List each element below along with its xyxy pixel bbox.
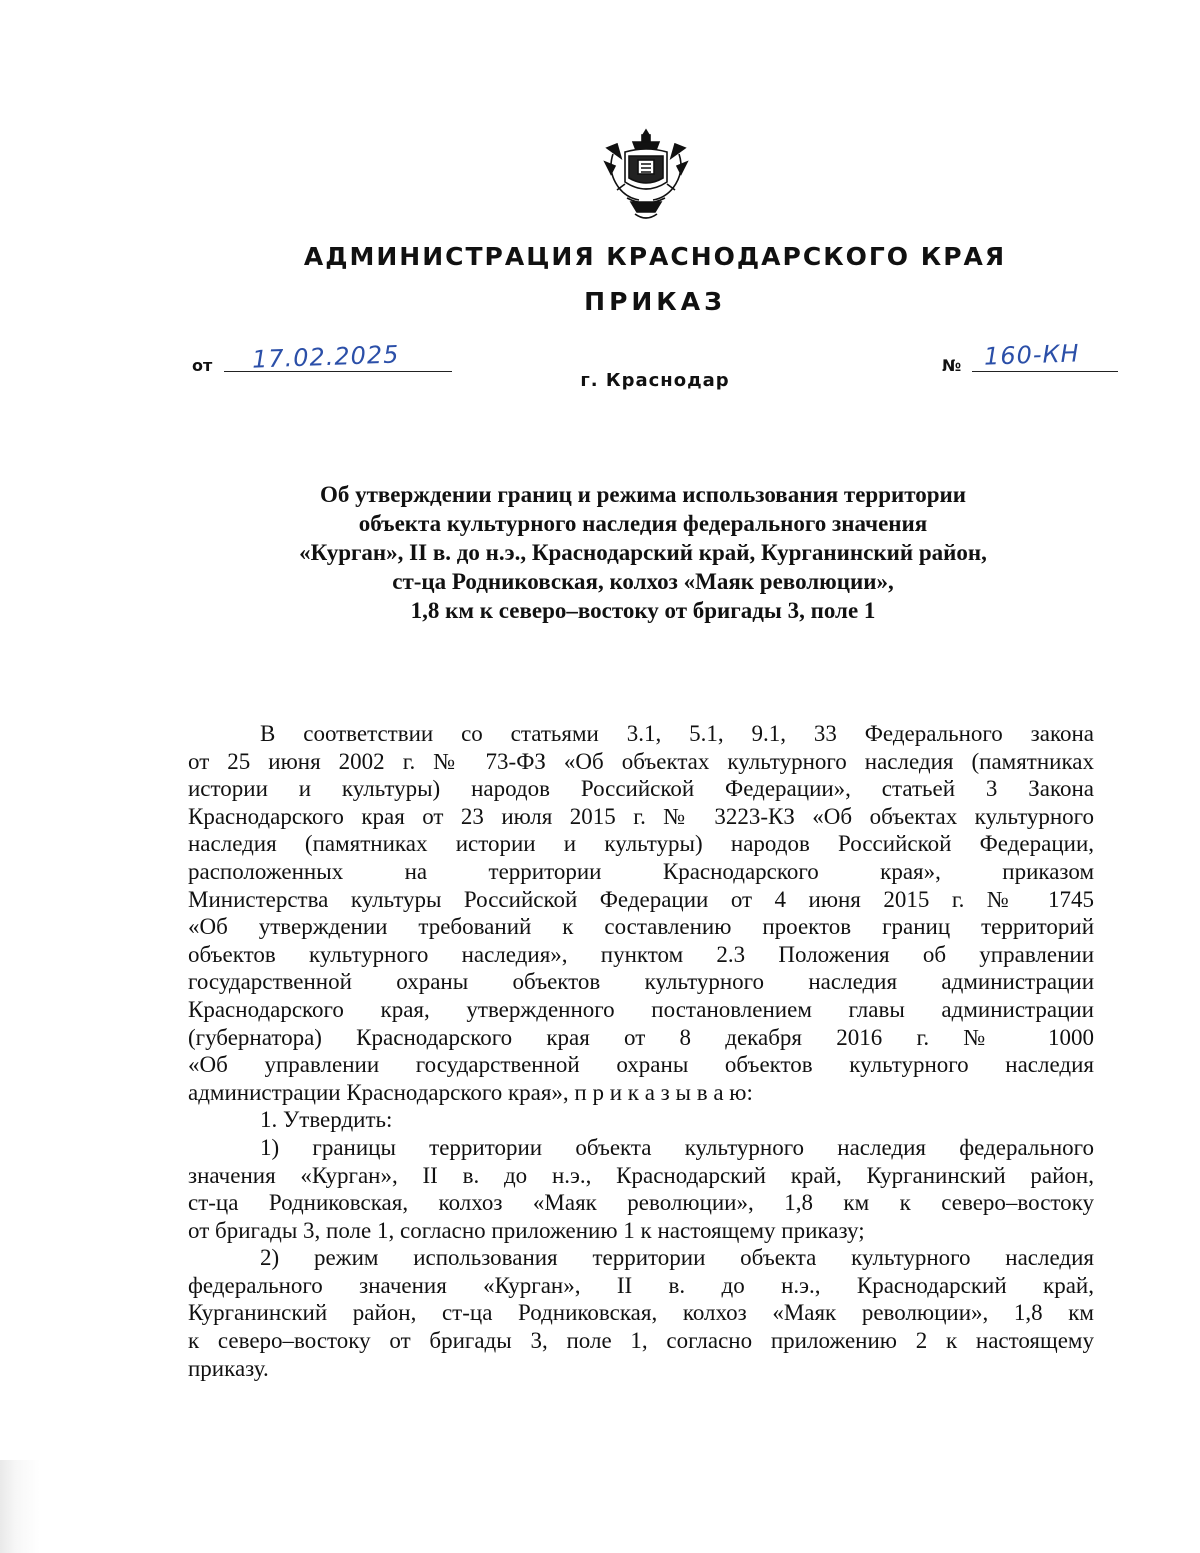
subject-line: Об утверждении границ и режима использования территории [319, 482, 967, 507]
body-line: «Об утверждении требований к составлению проектов границ территорий [188, 914, 1094, 940]
subitem-line: федерального значения «Курган», II в. до н.э., Краснодарский край, [188, 1272, 1094, 1298]
body-line: государственной охраны объектов культурного наследия администрации [188, 969, 1094, 995]
handwritten-date: 17.02.2025 [251, 340, 400, 374]
body-line: расположенных на территории Краснодарского края», приказом [188, 858, 1094, 884]
subitem-line: значения «Курган», II в. до н.э., Краснодарский край, Курганинский район, [188, 1162, 1094, 1188]
document-subject [188, 480, 1098, 625]
city: г. Краснодар [580, 370, 730, 391]
subitem-line: ст-ца Родниковская, колхоз «Маяк революции», 1,8 км к северо–востоку [188, 1190, 1094, 1216]
scan-edge-shadow [0, 1460, 40, 1553]
body-line: Краснодарского края от 23 июля 2015 г. № 3223-КЗ «Об объектах культурного [188, 803, 1094, 829]
item-heading: 1. Утвердить: [260, 1107, 393, 1133]
subject-line: объекта культурного наследия федерального значения [358, 511, 928, 536]
body-line: от 25 июня 2002 г. № 73-ФЗ «Об объектах культурного наследия (памятниках [188, 748, 1094, 774]
coat-of-arms-icon [603, 128, 689, 224]
body-line: администрации Краснодарского края», п р и к а з ы в а ю: [188, 1079, 753, 1105]
body-line: истории и культуры) народов Российской Федерации», статьей 3 Закона [188, 776, 1094, 802]
handwritten-number: 160-КН [983, 339, 1081, 371]
date-prefix: от [192, 356, 213, 375]
body-line: Краснодарского края, утвержденного постановлением главы администрации [188, 996, 1094, 1022]
number-prefix: № [942, 356, 962, 375]
subject-line: «Курган», II в. до н.э., Краснодарский край, Курганинский район, [299, 540, 987, 565]
body-line: (губернатора) Краснодарского края от 8 декабря 2016 г. № 1000 [188, 1024, 1094, 1050]
subitem-line: к северо–востоку от бригады 3, поле 1, согласно приложению 2 к настоящему [188, 1328, 1094, 1354]
subject-line: 1,8 км к северо–востоку от бригады 3, поле 1 [410, 598, 876, 623]
document-body [188, 720, 1094, 1382]
body-line: В соответствии со статьями 3.1, 5.1, 9.1, 33 Федерального закона [260, 721, 1094, 746]
body-line: «Об управлении государственной охраны объектов культурного наследия [188, 1052, 1094, 1078]
subitem-line: 2) режим использования территории объекта культурного наследия [260, 1245, 1094, 1271]
subject-line: ст-ца Родниковская, колхоз «Маяк революции», [392, 569, 894, 594]
body-line: объектов культурного наследия», пунктом 2.3 Положения об управлении [188, 941, 1094, 967]
subitem-line: Курганинский район, ст-ца Родниковская, колхоз «Маяк революции», 1,8 км [188, 1300, 1094, 1326]
body-line: Министерства культуры Российской Федерации от 4 июня 2015 г. № 1745 [188, 886, 1094, 912]
subitem-line: приказу. [188, 1355, 269, 1381]
subitem-line: от бригады 3, поле 1, согласно приложению 1 к настоящему приказу; [188, 1217, 865, 1243]
document-type: ПРИКАЗ [584, 287, 726, 316]
body-line: наследия (памятниках истории и культуры) народов Российской Федерации, [188, 831, 1094, 857]
organization-title: АДМИНИСТРАЦИЯ КРАСНОДАРСКОГО КРАЯ [303, 242, 1007, 271]
subitem-line: 1) границы территории объекта культурного наследия федерального [260, 1134, 1094, 1160]
